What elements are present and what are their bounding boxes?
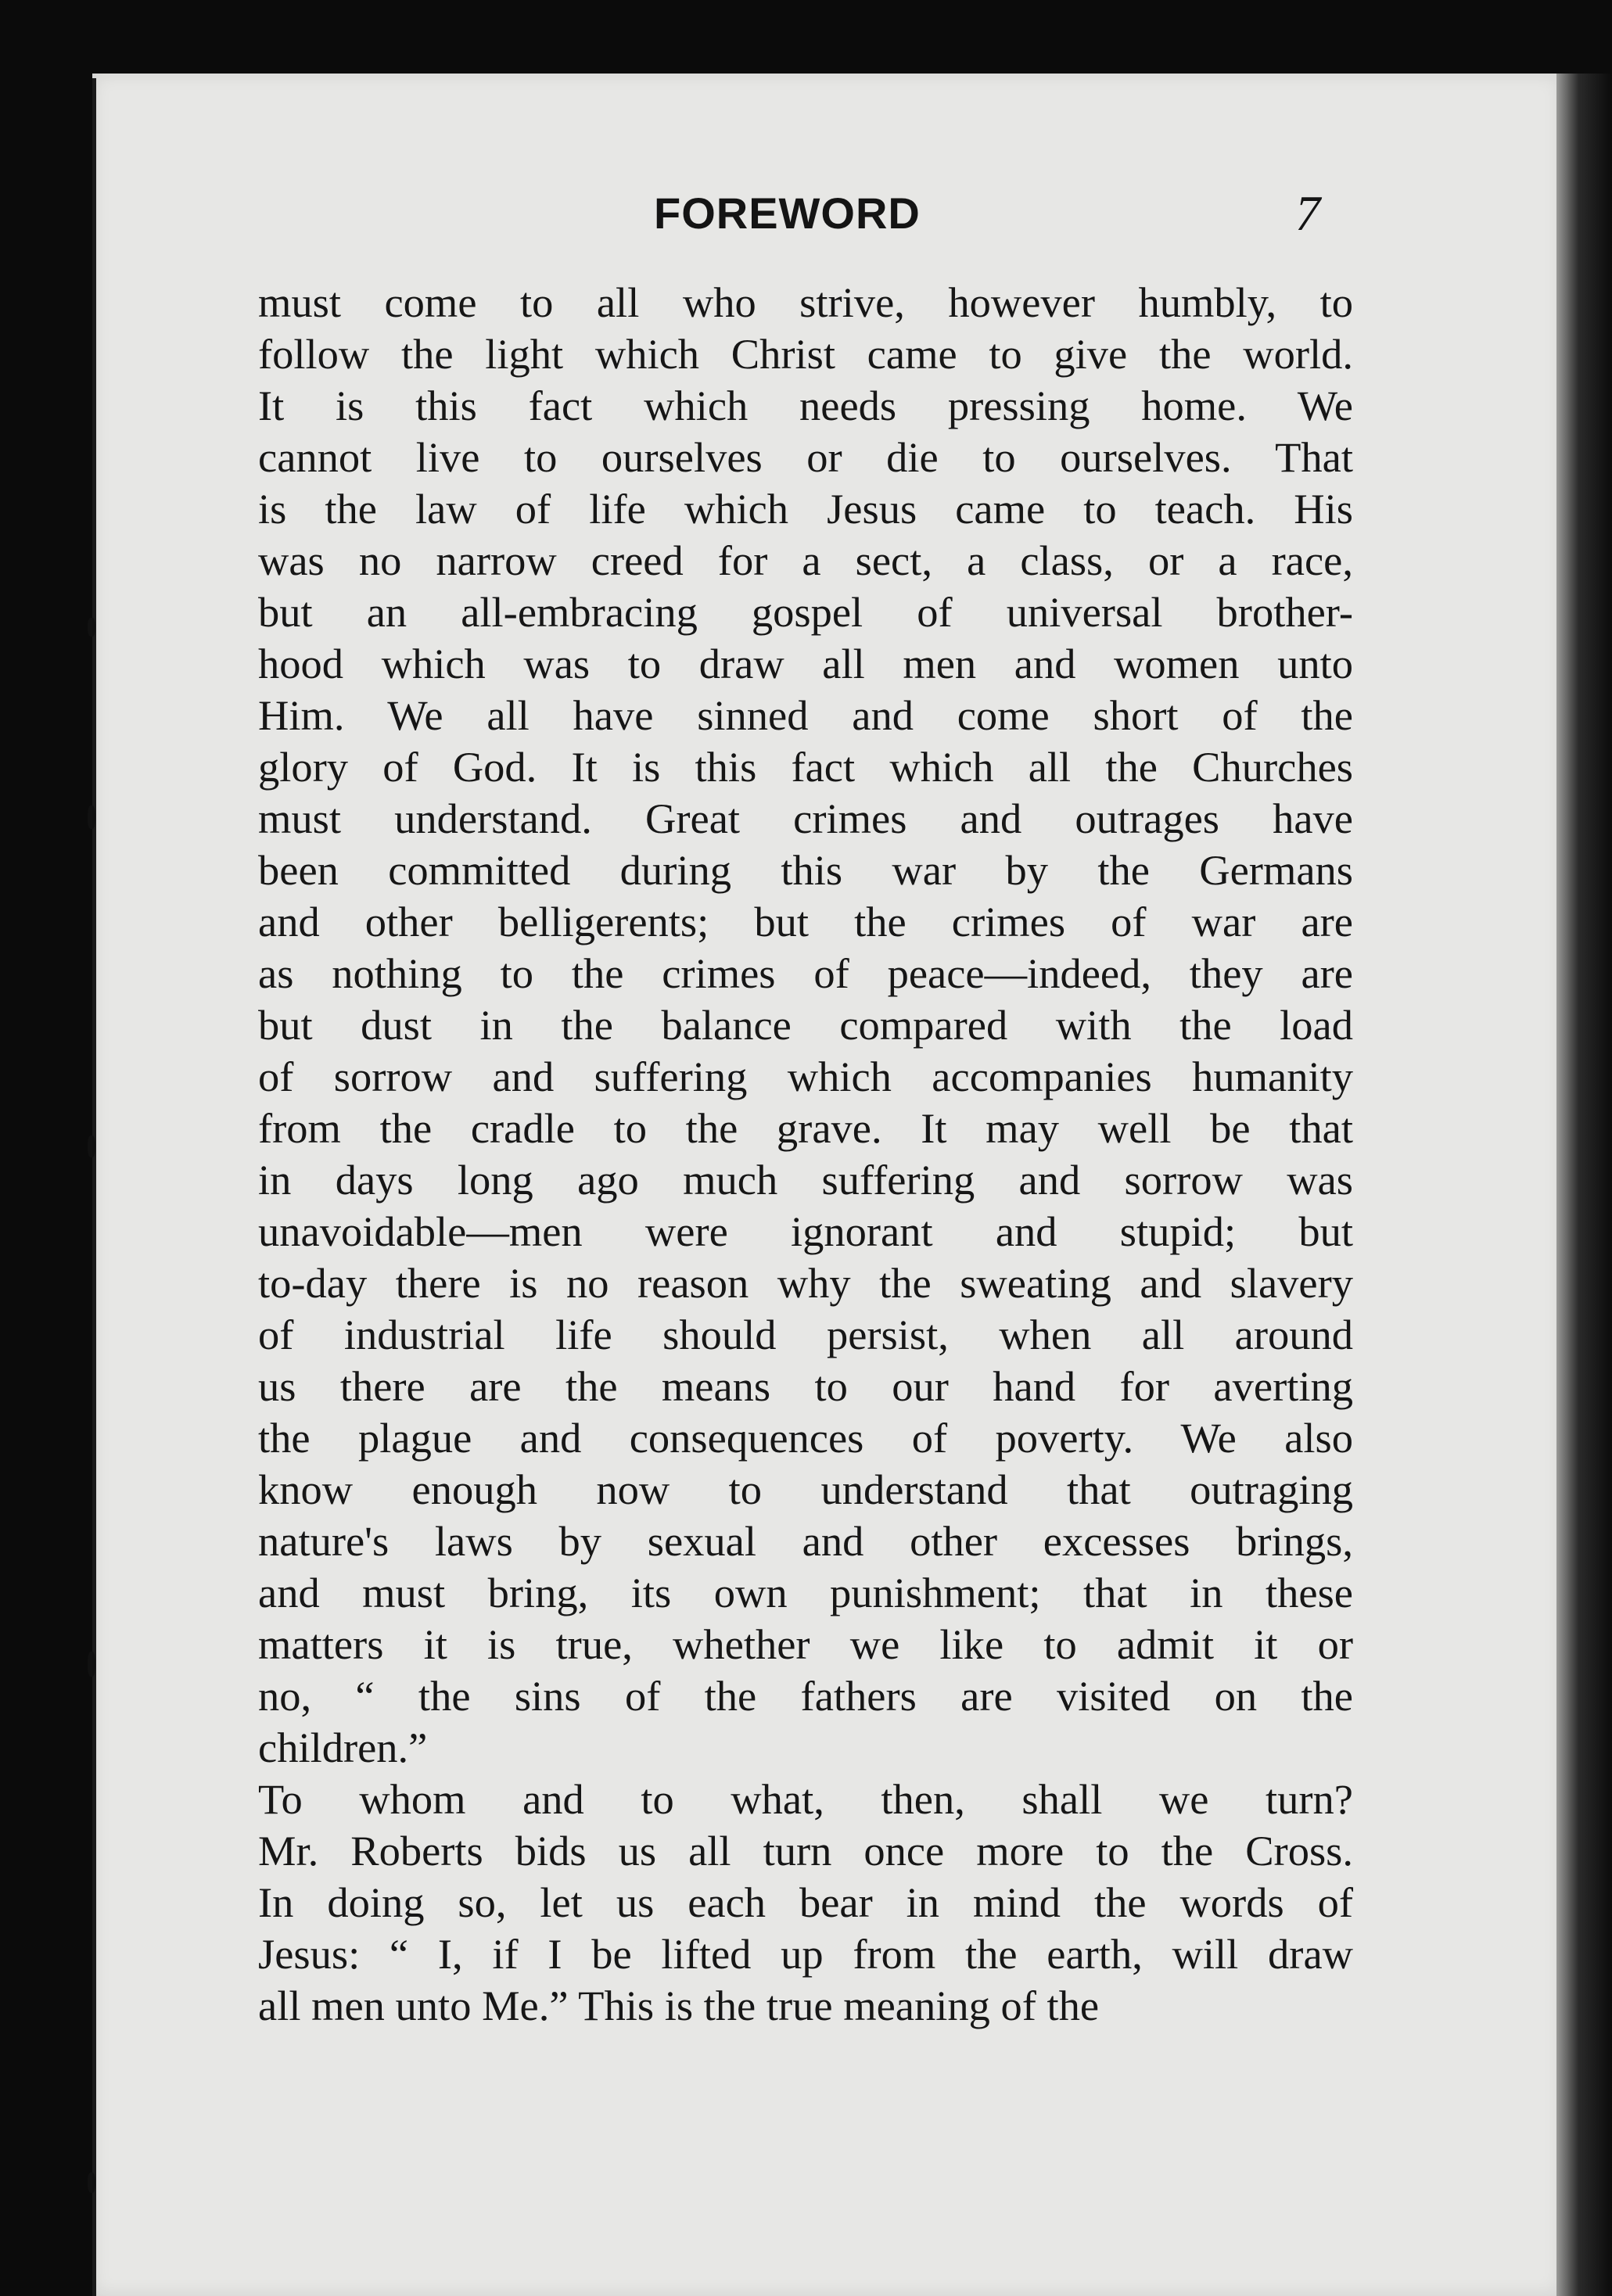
text-line: must understand. Great crimes and outrages have [258,795,1353,842]
text-line: all men unto Me.” This is the true meaning of the [258,1982,1100,2029]
text-line: of sorrow and suffering which accompanies humanity [258,1053,1353,1100]
margin-mark [88,805,95,829]
text-line: glory of God. It is this fact which all the Churches [258,743,1353,791]
binding-edge [92,78,96,2296]
text-line: us there are the means to our hand for averting [258,1362,1353,1410]
text-line: must come to all who strive, however humbly, to [258,278,1353,326]
page-number: 7 [1295,185,1320,241]
text-line: unavoidable—men were ignorant and stupid; but [258,1207,1353,1255]
text-line: is the law of life which Jesus came to teach. His [258,485,1353,533]
running-header: FOREWORD [654,188,921,238]
text-line: nature's laws by sexual and other excesses brings, [258,1517,1353,1565]
text-line: Mr. Roberts bids us all turn once more to the Cross. [258,1827,1353,1874]
text-line: and must bring, its own punishment; that in these [258,1569,1353,1616]
text-line: hood which was to draw all men and women unto [258,640,1353,687]
margin-mark [88,1135,95,1157]
margin-mark [88,2172,95,2193]
text-line: but dust in the balance compared with the load [258,1001,1353,1049]
page-right-edge [1556,74,1612,2296]
text-line: cannot live to ourselves or die to ourselves. That [258,433,1353,481]
text-line: To whom and to what, then, shall we turn? [258,1775,1353,1823]
text-line: of industrial life should persist, when all around [258,1311,1353,1358]
text-line: Jesus: “ I, if I be lifted up from the earth, will draw [258,1930,1353,1978]
text-line: the plague and consequences of poverty. We also [258,1414,1353,1462]
text-line: Him. We all have sinned and come short of the [258,691,1353,739]
text-line: matters it is true, whether we like to admit it or [258,1620,1353,1668]
text-line: children.” [258,1724,428,1771]
text-line: in days long ago much suffering and sorrow was [258,1156,1353,1204]
text-line: to-day there is no reason why the sweating and slavery [258,1259,1353,1307]
text-line: know enough now to understand that outraging [258,1465,1353,1513]
margin-mark [88,618,95,637]
text-line: In doing so, let us each bear in mind the words of [258,1878,1353,1926]
text-line: and other belligerents; but the crimes of war are [258,898,1353,945]
text-line: It is this fact which needs pressing home. We [258,382,1353,429]
text-line: follow the light which Christ came to give the world. [258,330,1353,378]
text-line: as nothing to the crimes of peace—indeed, they are [258,949,1353,997]
text-line: no, “ the sins of the fathers are visited on the [258,1672,1353,1720]
text-line: been committed during this war by the Germans [258,846,1353,894]
text-line: from the cradle to the grave. It may well be that [258,1104,1353,1152]
text-line: but an all-embracing gospel of universal brother- [258,588,1353,636]
margin-mark [88,1652,95,1677]
text-line: was no narrow creed for a sect, a class, or a race, [258,536,1353,584]
